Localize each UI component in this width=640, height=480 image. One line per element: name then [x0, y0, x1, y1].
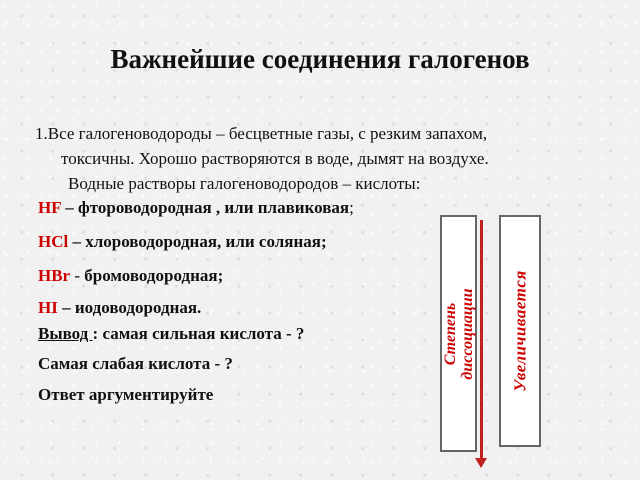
increases-box: [499, 215, 541, 447]
acid-formula: HCl: [38, 232, 69, 251]
acid-formula: HF: [38, 198, 61, 217]
conclusion-text: : самая сильная кислота - ?: [92, 324, 305, 343]
acid-hi: [38, 298, 201, 318]
weakest-question: Самая слабая кислота - ?: [38, 354, 233, 373]
acid-formula: HI: [38, 298, 58, 317]
acid-tail: ;: [349, 198, 354, 217]
conclusion: [38, 324, 304, 344]
acid-name: фтороводородная , или плавиковая: [77, 198, 350, 217]
acid-separator: -: [70, 266, 85, 285]
acid-separator: –: [60, 198, 78, 217]
dissociation-degree-box: [440, 215, 477, 452]
intro-line-3: Водные растворы галогеноводородов – кислоты:: [68, 174, 421, 193]
dissociation-degree-label: [442, 288, 476, 379]
acid-formula: HBr: [38, 266, 71, 285]
acid-hcl: [38, 232, 327, 252]
acid-hf: [38, 198, 354, 218]
arrow-shaft: [480, 220, 483, 460]
dissociation-line-2: диссоциации: [458, 287, 476, 380]
intro-paragraph: [35, 121, 610, 196]
acid-name: иодоводородная.: [74, 298, 202, 317]
acid-name: хлороводородная, или соляная;: [85, 232, 327, 251]
arrow-down-icon: [475, 458, 487, 468]
acid-separator: –: [57, 298, 75, 317]
conclusion-label: Вывод: [38, 324, 93, 343]
slide-title: Важнейшие соединения галогенов: [110, 44, 530, 74]
dissociation-line-1: Степень: [441, 302, 459, 365]
acid-name: бромоводородная;: [84, 266, 224, 285]
acid-hbr: [38, 266, 223, 286]
acid-separator: –: [68, 232, 86, 251]
increases-label: Увеличивается: [510, 270, 530, 392]
argue-prompt: Ответ аргументируйте: [38, 385, 214, 404]
intro-line-2: токсичны. Хорошо растворяются в воде, дымят на воздухе.: [61, 149, 489, 168]
intro-line-1: 1.Все галогеноводороды – бесцветные газы, с резким запахом,: [35, 124, 488, 143]
